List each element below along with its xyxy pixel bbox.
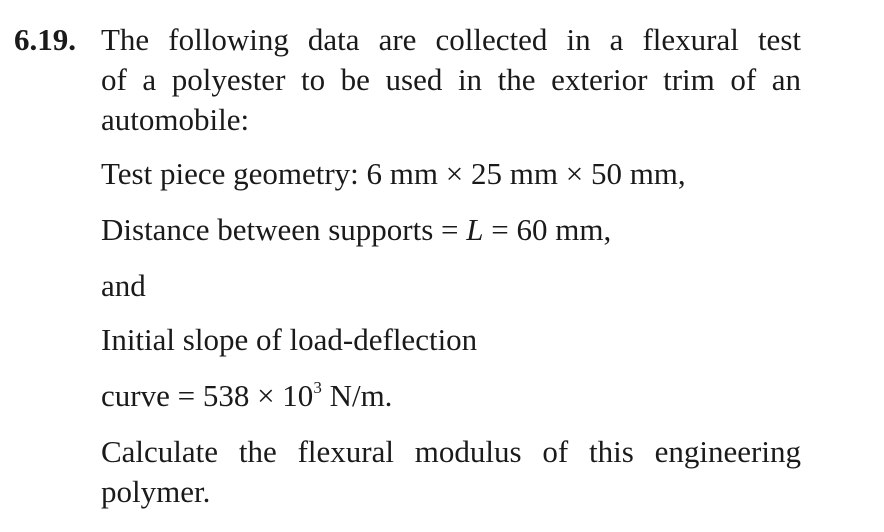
question-line-2: polymer. <box>101 474 211 509</box>
distance-prefix: Distance between supports = <box>101 212 467 247</box>
distance-line <box>101 212 801 248</box>
slope-line: Initial slope of load-deflection <box>101 322 478 357</box>
intro-line-1: The following data are collected in a flexural test <box>101 22 801 57</box>
problem-number: 6.19. <box>14 22 76 57</box>
question-line-1: Calculate the flexural modulus of this engineering <box>101 434 801 469</box>
curve-prefix: curve = 538 × 10 <box>101 378 314 413</box>
intro-line-2: of a polyester to be used in the exterior trim of an <box>101 62 801 97</box>
curve-exponent: 3 <box>313 378 322 397</box>
and-line: and <box>101 268 146 303</box>
distance-suffix: = 60 mm, <box>483 212 612 247</box>
intro-line-3: automobile: <box>101 102 250 137</box>
curve-suffix: N/m. <box>321 378 393 413</box>
distance-symbol: L <box>466 212 484 247</box>
geometry-line: Test piece geometry: 6 mm × 25 mm × 50 mm, <box>101 156 686 191</box>
curve-line <box>101 378 801 414</box>
